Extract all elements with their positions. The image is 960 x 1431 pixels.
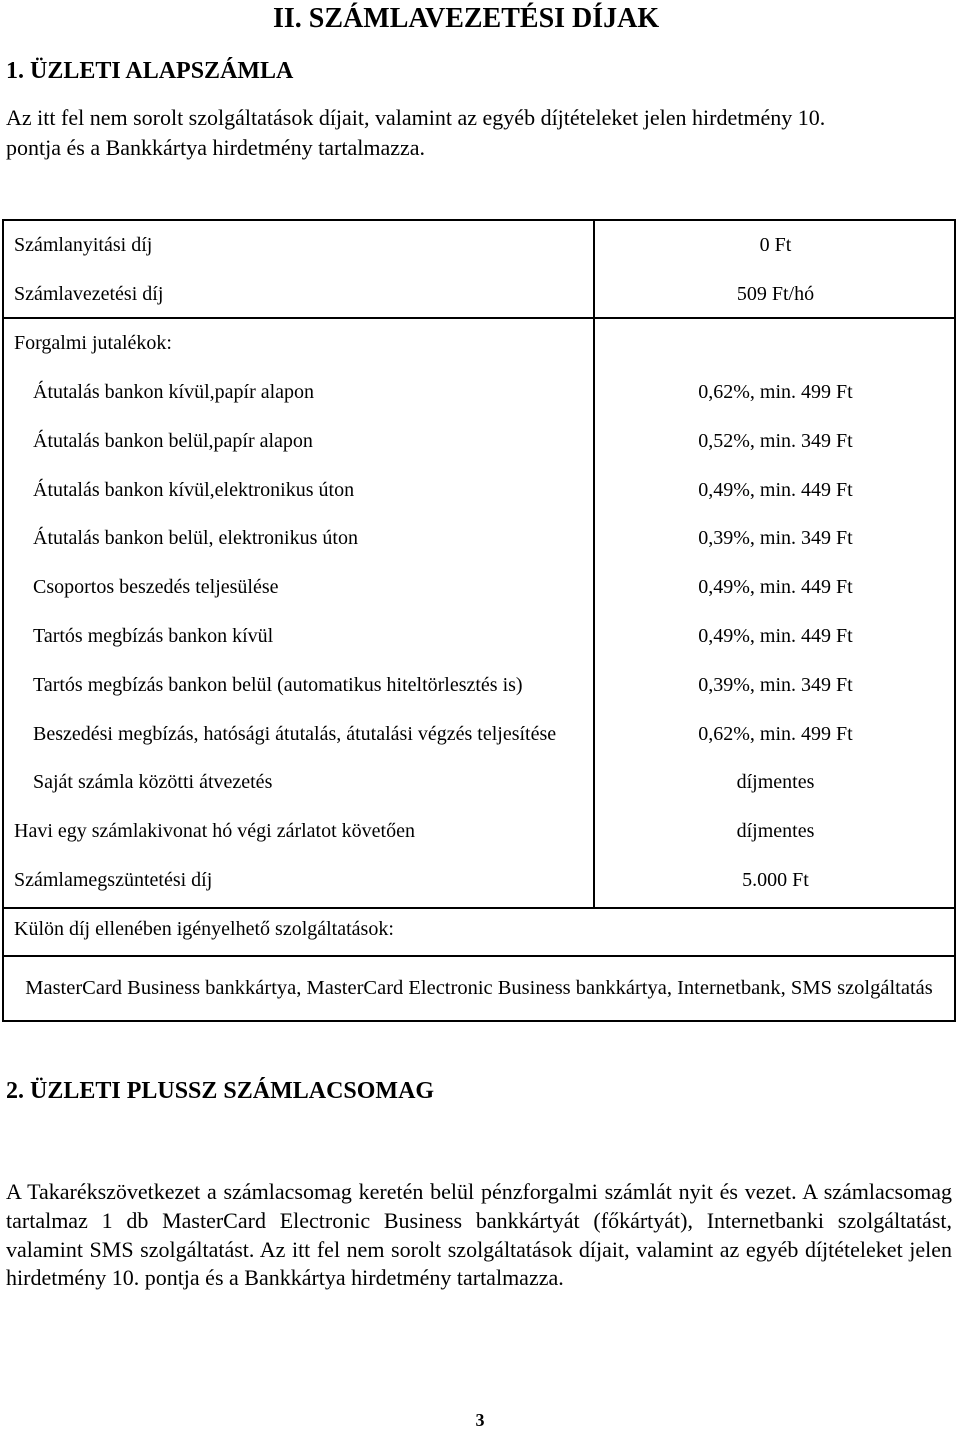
fee-label: Saját számla közötti átvezetés bbox=[33, 771, 273, 793]
fee-value-account-opening: 0 Ft bbox=[759, 234, 792, 256]
fee-label: Átutalás bankon kívül,elektronikus úton bbox=[33, 479, 355, 501]
intro-line-1: Az itt fel nem sorolt szolgáltatások díjait, valamint az egyéb díjtételeket jelen hirdetmény 10. bbox=[6, 105, 826, 130]
row-divider bbox=[4, 955, 954, 957]
fee-value: díjmentes bbox=[736, 771, 815, 793]
fee-label-account-management: Számlavezetési díj bbox=[14, 283, 164, 305]
extra-services-list: MasterCard Business bankkártya, MasterCard Electronic Business bankkártya, Internetbank, SMS szolgáltatás bbox=[25, 977, 933, 999]
column-divider bbox=[593, 221, 595, 907]
section-1-title: 1. ÜZLETI ALAPSZÁMLA bbox=[6, 58, 294, 84]
fee-label: Tartós megbízás bankon kívül bbox=[33, 625, 274, 647]
fee-value: díjmentes bbox=[736, 820, 815, 842]
fee-label: Beszedési megbízás, hatósági átutalás, átutalási végzés teljesítése bbox=[33, 723, 557, 745]
section-1-intro bbox=[6, 103, 950, 163]
fee-label: Havi egy számlakivonat hó végi zárlatot követően bbox=[14, 820, 415, 842]
fee-value: 0,49%, min. 449 Ft bbox=[698, 479, 853, 501]
section-2-paragraph: A Takarékszövetkezet a számlacsomag keretén belül pénzforgalmi számlát nyit és vezet. A számlacsomag tartalmaz 1 db MasterCard Electronic Business bankkártyát (főkártyát), Internetbanki szolgáltatást, valamint SMS szolgáltatást. Az itt fel nem sorolt szolgáltatások díjait, valamint az egyéb díjtételeket jelen hirdetmény 10. pontja és a Bankkártya hirdetmény tartalmazza. bbox=[6, 1179, 952, 1291]
fee-value: 0,62%, min. 499 Ft bbox=[698, 723, 853, 745]
fee-label: Csoportos beszedés teljesülése bbox=[33, 576, 279, 598]
fee-value: 0,49%, min. 449 Ft bbox=[698, 625, 853, 647]
intro-line-2: pontja és a Bankkártya hirdetmény tartalmazza. bbox=[6, 135, 426, 160]
fee-value: 0,39%, min. 349 Ft bbox=[698, 527, 853, 549]
fee-value-account-closing: 5.000 Ft bbox=[742, 869, 809, 891]
page-number: 3 bbox=[475, 1410, 485, 1430]
fee-label: Tartós megbízás bankon belül (automatikus hiteltörlesztés is) bbox=[33, 674, 523, 696]
section-2-title: 2. ÜZLETI PLUSSZ SZÁMLACSOMAG bbox=[6, 1078, 435, 1104]
fee-label: Átutalás bankon belül,papír alapon bbox=[33, 430, 313, 452]
fee-value: 0,62%, min. 499 Ft bbox=[698, 381, 853, 403]
extra-services-label: Külön díj ellenében igényelhető szolgáltatások: bbox=[14, 918, 394, 940]
fee-value-account-management: 509 Ft/hó bbox=[736, 283, 815, 305]
row-divider bbox=[4, 317, 954, 319]
fee-value: 0,39%, min. 349 Ft bbox=[698, 674, 853, 696]
row-divider bbox=[4, 907, 954, 909]
fee-label-account-closing: Számlamegszüntetési díj bbox=[14, 869, 213, 891]
page-heading: II. SZÁMLAVEZETÉSI DÍJAK bbox=[273, 3, 660, 34]
fee-value: 0,49%, min. 449 Ft bbox=[698, 576, 853, 598]
fee-label-commissions-heading: Forgalmi jutalékok: bbox=[14, 332, 172, 354]
fee-table bbox=[2, 219, 956, 1022]
fee-value: 0,52%, min. 349 Ft bbox=[698, 430, 853, 452]
fee-label: Átutalás bankon belül, elektronikus úton bbox=[33, 527, 358, 549]
fee-label: Átutalás bankon kívül,papír alapon bbox=[33, 381, 315, 403]
fee-label-account-opening: Számlanyitási díj bbox=[14, 234, 153, 256]
